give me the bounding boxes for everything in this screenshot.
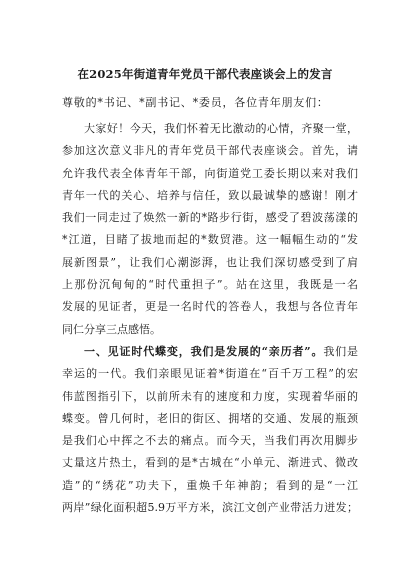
paragraph-line: 蝶变。曾几何时，老旧的街区、拥堵的交通、发展的瓶颈: [62, 411, 358, 425]
salutation: 尊敬的*书记、*副书记、*委员，各位青年朋友们：: [62, 96, 329, 109]
section-heading: 一、见证时代蝶变，我们是发展的“亲历者”。: [84, 345, 324, 358]
paragraph-line: 幸运的一代。我们亲眼见证着*街道在“百千万工程”的宏: [62, 367, 358, 381]
paragraph-line: *江道，目睹了拔地而起的*数贸港。这一幅幅生动的“发: [62, 233, 358, 247]
paragraph-line: 是我们心中挥之不去的痛点。而今天，当我们再次用脚步: [62, 434, 358, 448]
paragraph-line: 我们一同走过了焕然一新的*路步行街，感受了碧波荡漾的: [62, 211, 358, 225]
paragraph-line: 同仁分享三点感悟。: [62, 322, 161, 336]
paragraph-line: 参加这次意义非凡的青年党员干部代表座谈会。首先，请: [62, 144, 358, 158]
paragraph-section-one: [62, 341, 358, 519]
section-heading-tail: 我们是: [323, 345, 358, 358]
paragraph-line: 上那份沉甸甸的“时代重担子”。站在这里，我既是一名: [62, 278, 358, 292]
paragraph-line: 伟蓝图指引下，以前所未有的速度和力度，实现着华丽的: [62, 389, 358, 403]
paragraph-line: 发展的见证者，更是一名时代的答卷人，我想与各位青年: [62, 300, 358, 314]
paragraph-line: 允许我代表全体青年干部，向街道党工委长期以来对我们: [62, 166, 358, 180]
paragraph-line: 造”的“绣花”功夫下，重焕千年神韵；看到的是“一江: [62, 478, 358, 492]
paragraph-line: 大家好！今天，我们怀着无比激动的心情，齐聚一堂，: [84, 122, 358, 135]
document-title: 在2025年街道青年党员干部代表座谈会上的发言: [77, 67, 333, 81]
paragraph-opening: [62, 118, 358, 341]
paragraph-line: 两岸”绿化面积超5.9万平方米，滨江文创产业带活力迸发；: [62, 501, 358, 515]
paragraph-line: 展新图景”，让我们心潮澎湃，也让我们深切感受到了肩: [62, 255, 358, 269]
paragraph-line: 丈量这片热土，看到的是*古城在“小单元、渐进式、微改: [62, 456, 358, 470]
paragraph-line: 青年一代的关心、培养与信任，致以最诚挚的感谢！刚才: [62, 188, 358, 202]
section-heading-line: [62, 341, 358, 363]
